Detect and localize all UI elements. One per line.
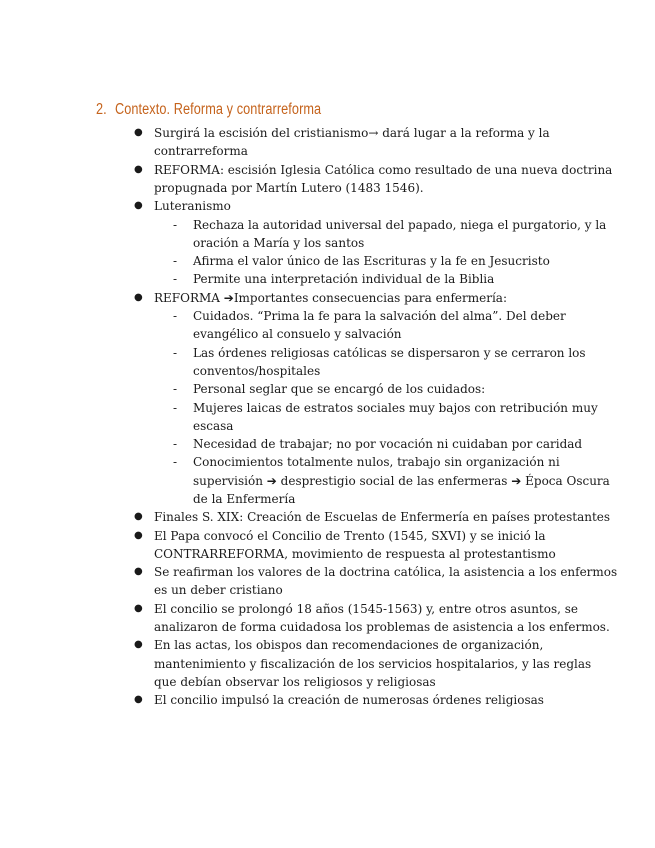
- text-line: Rechaza la autoridad universal del papado, niega el purgatorio, y la: [193, 217, 607, 232]
- text-line: analizaron de forma cuidadosa los problemas de asistencia a los enfermos.: [154, 620, 610, 635]
- text-line: evangélico al consuelo y salvación: [193, 327, 402, 342]
- list-item-text: [193, 252, 550, 270]
- section-title: Contexto. Reforma y contrarreforma: [114, 101, 322, 118]
- list-item-text: [193, 399, 598, 436]
- text-line: escasa: [193, 418, 234, 433]
- bullet-icon: ●: [134, 127, 143, 138]
- list-item-text: [193, 380, 485, 398]
- text-line: REFORMA: escisión Iglesia Católica como resultado de una nueva doctrina: [154, 162, 613, 177]
- dash-icon: -: [173, 309, 178, 323]
- bullet-icon: ●: [134, 694, 143, 706]
- text-line: contrarreforma: [154, 144, 248, 159]
- text-line: Afirma el valor único de las Escrituras y la fe en Jesucristo: [193, 254, 550, 269]
- text-line: es un deber cristiano: [154, 583, 283, 598]
- dash-icon: -: [173, 272, 178, 287]
- list-item-text: [154, 527, 556, 564]
- list-item-text: [154, 289, 507, 307]
- text-line: que debían observar los religiosos y religiosas: [154, 674, 436, 689]
- list-item-text: [154, 508, 610, 526]
- bullet-icon: ●: [134, 529, 143, 541]
- list-item-text: [154, 563, 617, 600]
- text-line: Las órdenes religiosas católicas se dispersaron y se cerraron los: [193, 345, 586, 360]
- text-line: El concilio impulsó la creación de numerosas órdenes religiosas: [154, 693, 544, 708]
- dash-icon: -: [173, 345, 178, 360]
- section-number: 2.: [96, 101, 107, 118]
- text-line: REFORMA ➔Importantes consecuencias para enfermería:: [154, 290, 507, 305]
- dash-icon: -: [173, 254, 178, 269]
- text-line: En las actas, los obispos dan recomendaciones de organización,: [154, 638, 544, 653]
- list-item-text: [193, 435, 582, 453]
- list-item-text: [154, 691, 544, 709]
- list-item-text: [154, 636, 591, 691]
- text-line: supervisión ➔ desprestigio social de las enfermeras ➔ Época Oscura: [193, 473, 610, 488]
- text-line: El concilio se prolongó 18 años (1545-1563) y, entre otros asuntos, se: [154, 601, 579, 616]
- text-line: propugnada por Martín Lutero (1483 1546).: [154, 180, 424, 195]
- list-item-text: [154, 600, 610, 637]
- text-line: CONTRARREFORMA, movimiento de respuesta al protestantismo: [154, 546, 556, 561]
- text-line: mantenimiento y fiscalización de los servicios hospitalarios, y las reglas: [154, 656, 592, 671]
- text-line: conventos/hospitales: [193, 363, 321, 378]
- bullet-icon: ●: [134, 200, 143, 212]
- text-line: Surgirá la escisión del cristianismo→ dará lugar a la reforma y la: [154, 126, 550, 140]
- list-item-text: [193, 307, 566, 344]
- bullet-icon: ●: [134, 602, 143, 614]
- text-line: Cuidados. “Prima la fe para la salvación del alma”. Del deber: [193, 309, 566, 323]
- text-line: Luteranismo: [154, 199, 231, 214]
- text-line: de la Enfermería: [193, 491, 296, 506]
- list-item-text: [193, 216, 606, 253]
- text-line: Personal seglar que se encargó de los cuidados:: [193, 382, 486, 397]
- text-line: El Papa convocó el Concilio de Trento (1545, SXVI) y se inició la: [154, 528, 546, 543]
- text-line: Conocimientos totalmente nulos, trabajo sin organización ni: [193, 455, 560, 470]
- list-item-text: [154, 197, 231, 215]
- dash-icon: -: [173, 437, 178, 452]
- list-item-text: [193, 270, 494, 288]
- dash-icon: -: [173, 400, 178, 415]
- dash-icon: -: [173, 382, 178, 397]
- bullet-icon: ●: [134, 163, 143, 175]
- text-line: oración a María y los santos: [193, 235, 365, 250]
- list-item-text: [154, 161, 612, 198]
- text-line: Permite una interpretación individual de la Biblia: [193, 272, 495, 287]
- text-line: Se reafirman los valores de la doctrina católica, la asistencia a los enfermos: [154, 565, 618, 580]
- bullet-icon: ●: [134, 566, 143, 578]
- list-item-text: [193, 453, 610, 508]
- dash-icon: -: [173, 217, 178, 232]
- list-item-text: [154, 124, 550, 161]
- text-line: Necesidad de trabajar; no por vocación ni cuidaban por caridad: [193, 437, 583, 452]
- bullet-icon: ●: [134, 511, 143, 523]
- list-item-text: [193, 344, 586, 381]
- text-line: Finales S. XIX: Creación de Escuelas de Enfermería en países protestantes: [154, 510, 611, 525]
- text-line: Mujeres laicas de estratos sociales muy bajos con retribución muy: [193, 400, 598, 415]
- section-heading: [96, 101, 321, 119]
- dash-icon: -: [173, 455, 178, 470]
- bullet-icon: ●: [134, 639, 143, 651]
- bullet-icon: ●: [134, 291, 143, 303]
